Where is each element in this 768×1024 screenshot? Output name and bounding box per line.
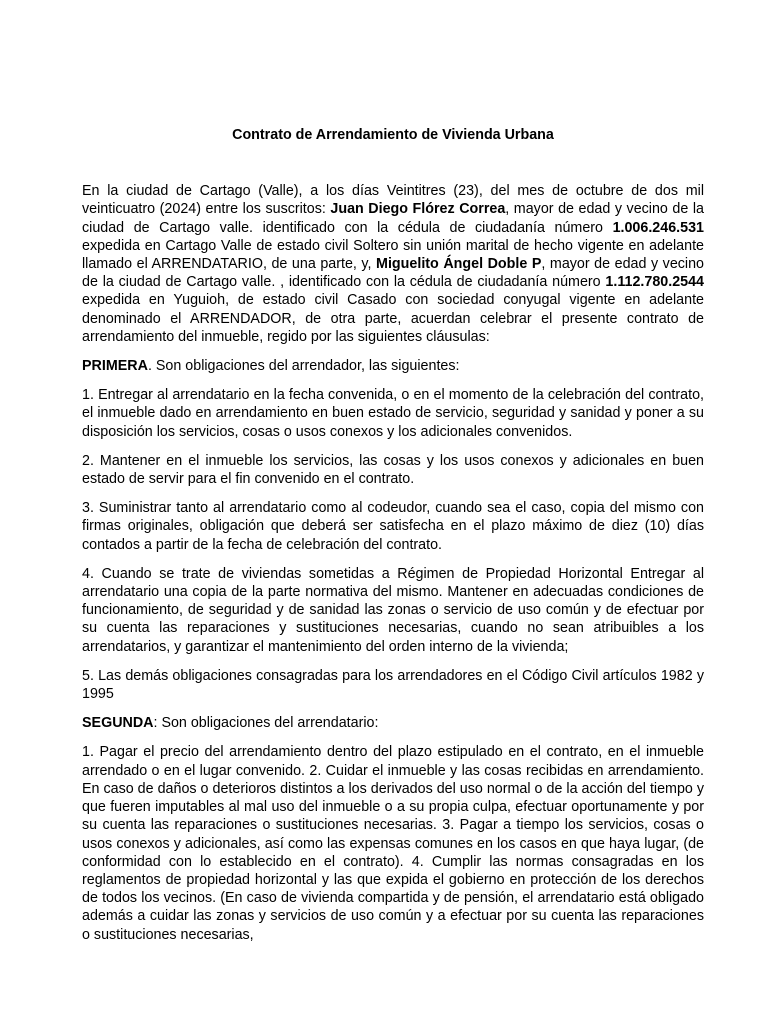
intro-text-5: expedida en Yuguioh, de estado civil Casado con sociedad conyugal vigente en adelante denominado el ARRENDADOR, de otra parte, acuerdan celebrar el presente contrato de arrendamiento del inmueble, regido por las siguientes cláusulas: [82,292,704,345]
primera-item-5: 5. Las demás obligaciones consagradas para los arrendadores en el Código Civil artículos 1982 y 1995 [82,667,704,703]
primera-item-3: 3. Suministrar tanto al arrendatario como al codeudor, cuando sea el caso, copia del mismo con firmas originales, obligación que deberá ser satisfecha en el plazo máximo de diez (10) días contados a partir de la fecha de celebración del contrato. [82,500,704,553]
clause-segunda [82,714,704,732]
document-title: Contrato de Arrendamiento de Vivienda Urbana [232,127,554,143]
clause-segunda-heading: SEGUNDA [82,715,154,732]
primera-item-4: 4. Cuando se trate de viviendas sometidas a Régimen de Propiedad Horizontal Entregar al arrendatario una copia de la parte normativa del mismo. Mantener en adecuadas condiciones de funcionamiento, de seguridad y de sanidad las zonas o servicio de uso común y de efectuar por su cuenta las reparaciones y sustituciones necesarias, cuando no sean atribuibles a los arrendatarios, y garantizar el mantenimiento del orden interno de la vivienda; [82,565,704,655]
intro-text-2: , mayor de edad y vecino de la ciudad de Cartago valle. identificado con la cédula de ciudadanía número [82,201,704,236]
clause-primera-text: . Son obligaciones del arrendador, las siguientes: [147,358,460,375]
intro-text-1: En la ciudad de Cartago (Valle), a los días Veintitres (23), del mes de octubre de dos mil veinticuatro (2024) entre los suscritos: [82,183,704,218]
arrendatario-name: Juan Diego Flórez Correa [330,201,506,218]
segunda-body: 1. Pagar el precio del arrendamiento dentro del plazo estipulado en el contrato, en el inmueble arrendado o en el lugar convenido. 2. Cuidar el inmueble y las cosas recibidas en arrendamiento. En caso de daños o deterioros distintos a los derivados del uso normal o de la acción del tiempo y que fueren imputables al mal uso del inmueble o a su propia culpa, efectuar oportunamente y por su cuenta las reparaciones o sustituciones necesarias. 3. Pagar a tiempo los servicios, cosas o usos conexos y adicionales, así como las expensas comunes en los casos en que haya lugar, (de conformidad con lo establecido en el contrato). 4. Cumplir las normas consagradas en los reglamentos de propiedad horizontal y las que expida el gobierno en protección de los derechos de todos los vecinos. (En caso de vivienda compartida y de pensión, el arrendatario está obligado además a cuidar las zonas y servicios de uso común y a efectuar por su cuenta las reparaciones o sustituciones necesarias, [82,744,704,943]
intro-paragraph [82,182,704,346]
intro-text-3: expedida en Cartago Valle de estado civil Soltero sin unión marital de hecho vigente en adelante llamado el ARRENDATARIO, de una parte, y, [82,237,704,273]
arrendador-name: Miguelito Ángel Doble P [376,256,542,273]
clause-segunda-text: : Son obligaciones del arrendatario: [153,715,379,732]
clause-primera-heading: PRIMERA [82,358,148,375]
intro-text-4: , mayor de edad y vecino de la ciudad de Cartago valle. , identificado con la cédula de ciudadanía número [82,256,704,291]
arrendatario-id: 1.006.246.531 [612,219,704,236]
primera-item-2: 2. Mantener en el inmueble los servicios, las cosas y los usos conexos y adicionales en buen estado de servir para el fin convenido en el contrato. [82,452,704,488]
document-page [82,126,704,955]
arrendador-id: 1.112.780.2544 [605,274,704,291]
primera-item-1: 1. Entregar al arrendatario en la fecha convenida, o en el momento de la celebración del contrato, el inmueble dado en arrendamiento en buen estado de servicio, seguridad y sanidad y poner a su disposición los servicios, cosas o usos conexos y los adicionales convenidos. [82,387,704,440]
clause-primera [82,357,704,375]
